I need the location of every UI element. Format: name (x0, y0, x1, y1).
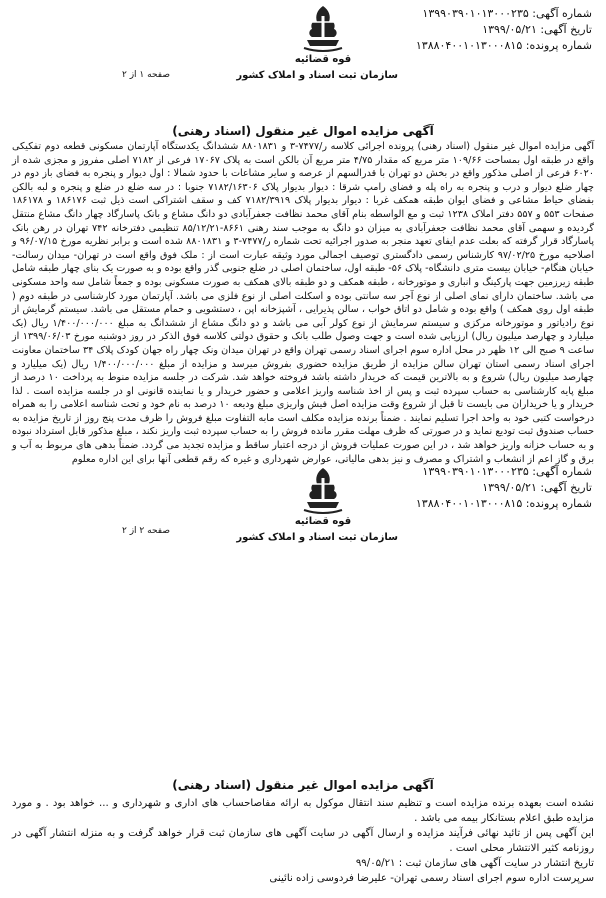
scales-of-justice-icon (300, 464, 346, 514)
signatory: سرپرست اداره سوم اجرای اسناد رسمی تهران- علیرضا فردوسی زاده نائینی (269, 873, 594, 884)
judiciary-emblem (236, 2, 398, 81)
page-number: صفحه ۲ از ۲ (122, 526, 170, 536)
ad-number: شماره آگهی: ۱۳۹۹۰۳۹۰۱۰۱۳۰۰۰۲۳۵ (422, 7, 592, 20)
emblem-caption: قوه قضائیه (294, 516, 352, 527)
notice-meta (416, 6, 592, 54)
ad-number: شماره آگهی: ۱۳۹۹۰۳۹۰۱۰۱۳۰۰۰۲۳۵ (422, 465, 592, 478)
notice-body-paragraph: این آگهی پس از تائید نهائی فرآیند مزایده و ارسال آگهی در سایت آگهی های سازمان ثبت قرار خواهد گرفت و به منزله انتشار آگهی در روزنامه کثیر الانتشار محلی است . (12, 828, 594, 854)
notice-body-paragraph: آگهی مزایده اموال غیر منقول (اسناد رهنی) پرونده اجرائی کلاسه ر/۷۴۷۷-۳ و ۸۸۰۱۸۳۱ ششدانگ یکدستگاه آپارتمان مسکونی قطعه دوم تفکیکی واقع در طبقه اول بمساحت ۱۰۹/۶۶ متر مربع که مقدار ۴/۷۵ متر مربع آن بالکن است به پلاک ۱۷۰۶۷ فرعی از ۷۱۸۲ اصلی مفروز و مجزی شده از ۶۰۲۰ فرعی از اصلی مذکور واقع در بخش دو تهران با قدرالسهم از عرصه و سایر مشاعات با حدود شمالا : اول دیوار و پنجره به فضای باز دوم در چهار ضلع دیوار و درب و پنجره به راه پله و فضای رامپ شرقا : دیوار بدیوار پلاک ۷۱۸۲/۱۶۳۰۶ جنوبا : در سه ضلع در ضلع و پنجره و لبه بالکن بفضای حیاط مشاعی و فضای ایوان طبقه همکف غربا : دیوار بدیوار پلاک ۷۱۸۲/۳۹۱۹ کف و سقف اشتراکی است ذیل ثبت ۱۸۶۱۷۶ و ۱۸۶۱۷۸ صفحات ۵۵۳ و ۵۵۷ دفتر املاک ۱۲۳۸ ثبت و مع الواسطه بنام آقای محمد نظافت جعفرآبادی دو دانگ مشاع و بانک پاسارگاد چهار دانگ مشاع منتقل گردیده و سهمی آقای محمد نظافت جعفرآبادی به میزان دو دانگ به موجب سند رهنی ۸۶۶۱-۸۵/۱۲/۲۱ تنظیمی دفترخانه ۷۴۲ تهران در رهن بانک پاسارگاد قرار گرفته که بعلت عدم ایفای تعهد منجر به صدور اجرائیه تحت شماره ر/۷۴۷۷-۳ و ۸۸۰۱۸۳۱ شده است و برابر نظریه مورخ ۹۶/۰۷/۱۵ و اصلاحیه مورخ ۹۷/۰۲/۲۵ کارشناس رسمی دادگستری توصیف اجمالی مورد وثیقه عبارت است از : ملک فوق واقع است در تهران- میدان رسالت- خیابان هنگام- خیابان بیست متری دانشگاه- پلاک ۵۶- طبقه اول، ساختمان اصلی در ضلع جنوبی گذر واقع بوده و به صورت یک بنای چهار طبقه شامل طبقه زیرزمین جهت پارکینگ و انباری و موتورخانه ، طبقه همکف و دو طبقه بالای همکف به صورت مسکونی بوده و جمعاً شامل سه واحد مسکونی می باشد. ساختمان دارای نمای اصلی از نوع آجر سه سانتی بوده و اسکلت اصلی از نوع فلزی می باشد. آپارتمان مورد کارشناسی در طبقه دوم ( طبقه اول روی همکف ) واقع بوده و شامل دو اتاق خواب ، سالن پذیرایی ، آشپزخانه اپن ، دستشویی و حمام مستقل می باشد. سیستم گرمایش از نوع رادیاتور و موتورخانه مرکزی و سیستم سرمایش از نوع کولر آبی می باشد و دو دانگ مشاع از ششدانگ به مبلغ ۱/۴۰۰/۰۰۰/۰۰۰ ریال (یک میلیارد و چهارصد میلیون ریال) ارزیابی شده است و جهت وصول طلب بانک و حقوق دولتی کلاسه فوق الذکر در روز دوشنبه مورخ ۱۳۹۹/۰۶/۰۳ از ساعت ۹ صبح الی ۱۲ ظهر در محل اداره سوم اجرای اسناد رسمی تهران واقع در تهران میدان ونک چهار راه جهان کودک پلاک ۳۴ ساختمان معاونت اجرای اسناد رسمی استان تهران سالن مزایده از طریق مزایده حضوری بفروش میرسد و مزایده از مبلغ ۱/۴۰۰/۰۰۰/۰۰۰ ریال (یک میلیارد و چهارصد میلیون ریال) شروع و به بالاترین قیمت که خریدار داشته باشد فروخته خواهد شد. شرکت در جلسه مزایده منوط به پرداخت ۱۰ درصد از مبلغ پایه کارشناسی به حساب سپرده ثبت و پس از اخذ شناسه واریز اعلامی و حضور خریدار و یا نماینده قانونی او در جلسه مزایده است . لذا خریدار و یا خریداران می بایست تا قبل از شروع وقت مزایده اصل فیش واریزی مبلغ ودیعه ۱۰ درصد به نام خود و تحت شناسه اعلامی را به همراه درخواست کتبی خود به واحد اجرا تسلیم نمایند . ضمناً برنده مزایده مکلف است مابه التفاوت مبلغ فروش را ظرف مدت پنج روز از تاریخ مزایده به حساب صندوق ثبت تودیع نماید و در صورتی که ظرف مهلت مقرر مانده فروش را به حساب سپرده ثبت واریز نکند ، مبلغ مذکور قابل استرداد نبوده و به حساب خزانه واریز خواهد شد ، در این صورت عملیات فروش از درجه اعتبار ساقط و مزایده تجدید می گردد. ضمناً بدهی های مربوط به آب و برق و گاز اعم از انشعاب و اشتراک و مصرف و نیز بدهی مالیاتی، عوارض شهرداری و غیره که رقم قطعی آنها برای این اداره معلوم (12, 141, 595, 465)
notice-meta (416, 464, 592, 512)
notice-body (12, 140, 594, 466)
notice-page-2 (0, 462, 606, 898)
emblem-caption: قوه قضائیه (294, 54, 352, 65)
notice-body (12, 796, 594, 886)
notice-title: آگهی مزایده اموال غیر منقول (اسناد رهنی) (172, 124, 434, 138)
notice-title: آگهی مزایده اموال غیر منقول (اسناد رهنی) (172, 778, 434, 792)
judiciary-emblem (236, 464, 398, 543)
scales-of-justice-icon (300, 2, 346, 52)
notice-body-paragraph: نشده است بعهده برنده مزایده است و تنظیم سند انتقال موکول به ارائه مفاصاحساب های اداری و شهرداری و ... خواهد بود . و مورد مزایده طبق اعلام بستانکار بیمه می باشد . (12, 798, 594, 824)
case-number: شماره پرونده: ۱۳۸۸۰۴۰۰۱۰۱۳۰۰۰۸۱۵ (415, 497, 592, 510)
ad-date: تاریخ آگهی: ۱۳۹۹/۰۵/۲۱ (482, 481, 592, 494)
case-number: شماره پرونده: ۱۳۸۸۰۴۰۰۱۰۱۳۰۰۰۸۱۵ (415, 39, 592, 52)
ad-date: تاریخ آگهی: ۱۳۹۹/۰۵/۲۱ (482, 23, 592, 36)
organization-name: سازمان ثبت اسناد و املاک کشور (236, 70, 398, 81)
publication-date: تاریخ انتشار در سایت آگهی های سازمان ثبت : ۹۹/۰۵/۲۱ (355, 858, 594, 869)
page-number: صفحه ۱ از ۲ (122, 70, 170, 80)
organization-name: سازمان ثبت اسناد و املاک کشور (236, 532, 398, 543)
